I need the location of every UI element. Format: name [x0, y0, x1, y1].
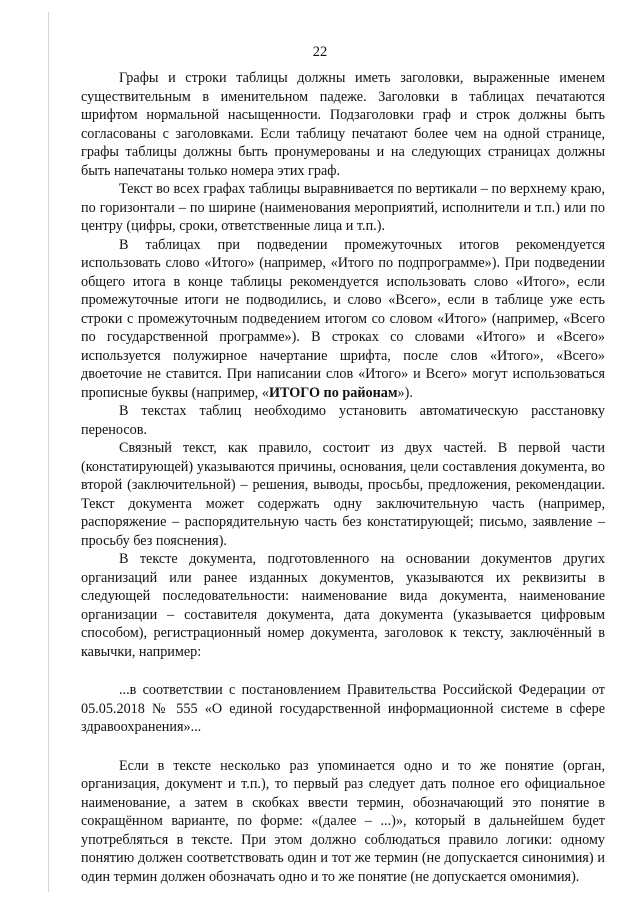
totals-bold-example: ИТОГО по районам	[268, 384, 398, 401]
paragraph-table-headings: Графы и строки таблицы должны иметь заголовки, выраженные именем существительным в именительном падеже. Заголовки в таблицах печатаются шрифтом нормальной насыщенности. Подзаголовки граф и строк должны быть согласованы с заголовками. Если таблицу печатают более чем на одной странице, графы таблицы должны быть пронумерованы и на следующих страницах должны быть напечатаны только номера этих граф.	[81, 70, 605, 179]
scan-edge-line	[48, 12, 49, 892]
totals-text-before: В таблицах при подведении промежуточных итогов рекомендуется использовать слово «Итого» (например, «Итого по подпрограмме»). При подведении общего итога в конце таблицы рекомендуется использовать слово «Итого», если промежуточные итоги не подводились, и слово «Всего», если в таблице уже есть строки с промежуточным подведением итогом со словом «Итого» (например, «Всего по государственной программе»). В строках со словами «Итого» и «Всего» используется полужирное начертание шрифта, после слов «Итого», «Всего» двоеточие не ставится. При написании слов «Итого» и Всего» могут использоваться прописные буквы (например, «	[81, 236, 605, 401]
paragraph-table-totals	[81, 236, 605, 403]
page-number: 22	[312, 44, 328, 60]
totals-text-after: »).	[397, 384, 413, 401]
paragraph-hyphenation: В текстах таблиц необходимо установить автоматическую расстановку переносов.	[81, 403, 605, 438]
paragraph-example-quote: ...в соответствии с постановлением Правительства Российской Федерации от 05.05.2018 № 555 «О единой государственной информационной системе в сфере здравоохранения»...	[81, 682, 605, 735]
paragraph-terminology: Если в тексте несколько раз упоминается одно и то же понятие (орган, организация, документ и т.п.), то первый раз следует дать полное его официальное наименование, а затем в скобках ввести термин, обозначающий это понятие в сокращённом варианте, по форме: «(далее – ...)», который в дальнейшем будет употребляться в тексте. При этом должно соблюдаться правило логики: одному понятию должен соответствовать один и тот же термин (не допускается синонимия) и один термин должен обозначать одно и то же понятие (не допускается омонимия).	[81, 757, 605, 885]
document-body	[81, 69, 605, 886]
paragraph-document-references: В тексте документа, подготовленного на основании документов других организаций или ранее изданных документов, указываются их реквизиты в следующей последовательности: наименование вида документа, наименование организации – составителя документа, дата документа (указывается цифровым способом), регистрационный номер документа, заголовок к тексту, заключённый в кавычки, например:	[81, 551, 605, 660]
paragraph-text-parts: Связный текст, как правило, состоит из двух частей. В первой части (констатирующей) указываются причины, основания, цели составления документа, во второй (заключительной) – решения, выводы, просьбы, предложения, рекомендации. Текст документа может содержать одну заключительную часть (например, распоряжение – распорядительную часть без констатирующей; письмо, заявление – просьбу без пояснения).	[81, 440, 605, 549]
paragraph-table-alignment: Текст во всех графах таблицы выравнивается по вертикали – по верхнему краю, по горизонтали – по ширине (наименования мероприятий, исполнители и т.п.) или по центру (цифры, сроки, ответственные лица и т.п.).	[81, 181, 605, 234]
